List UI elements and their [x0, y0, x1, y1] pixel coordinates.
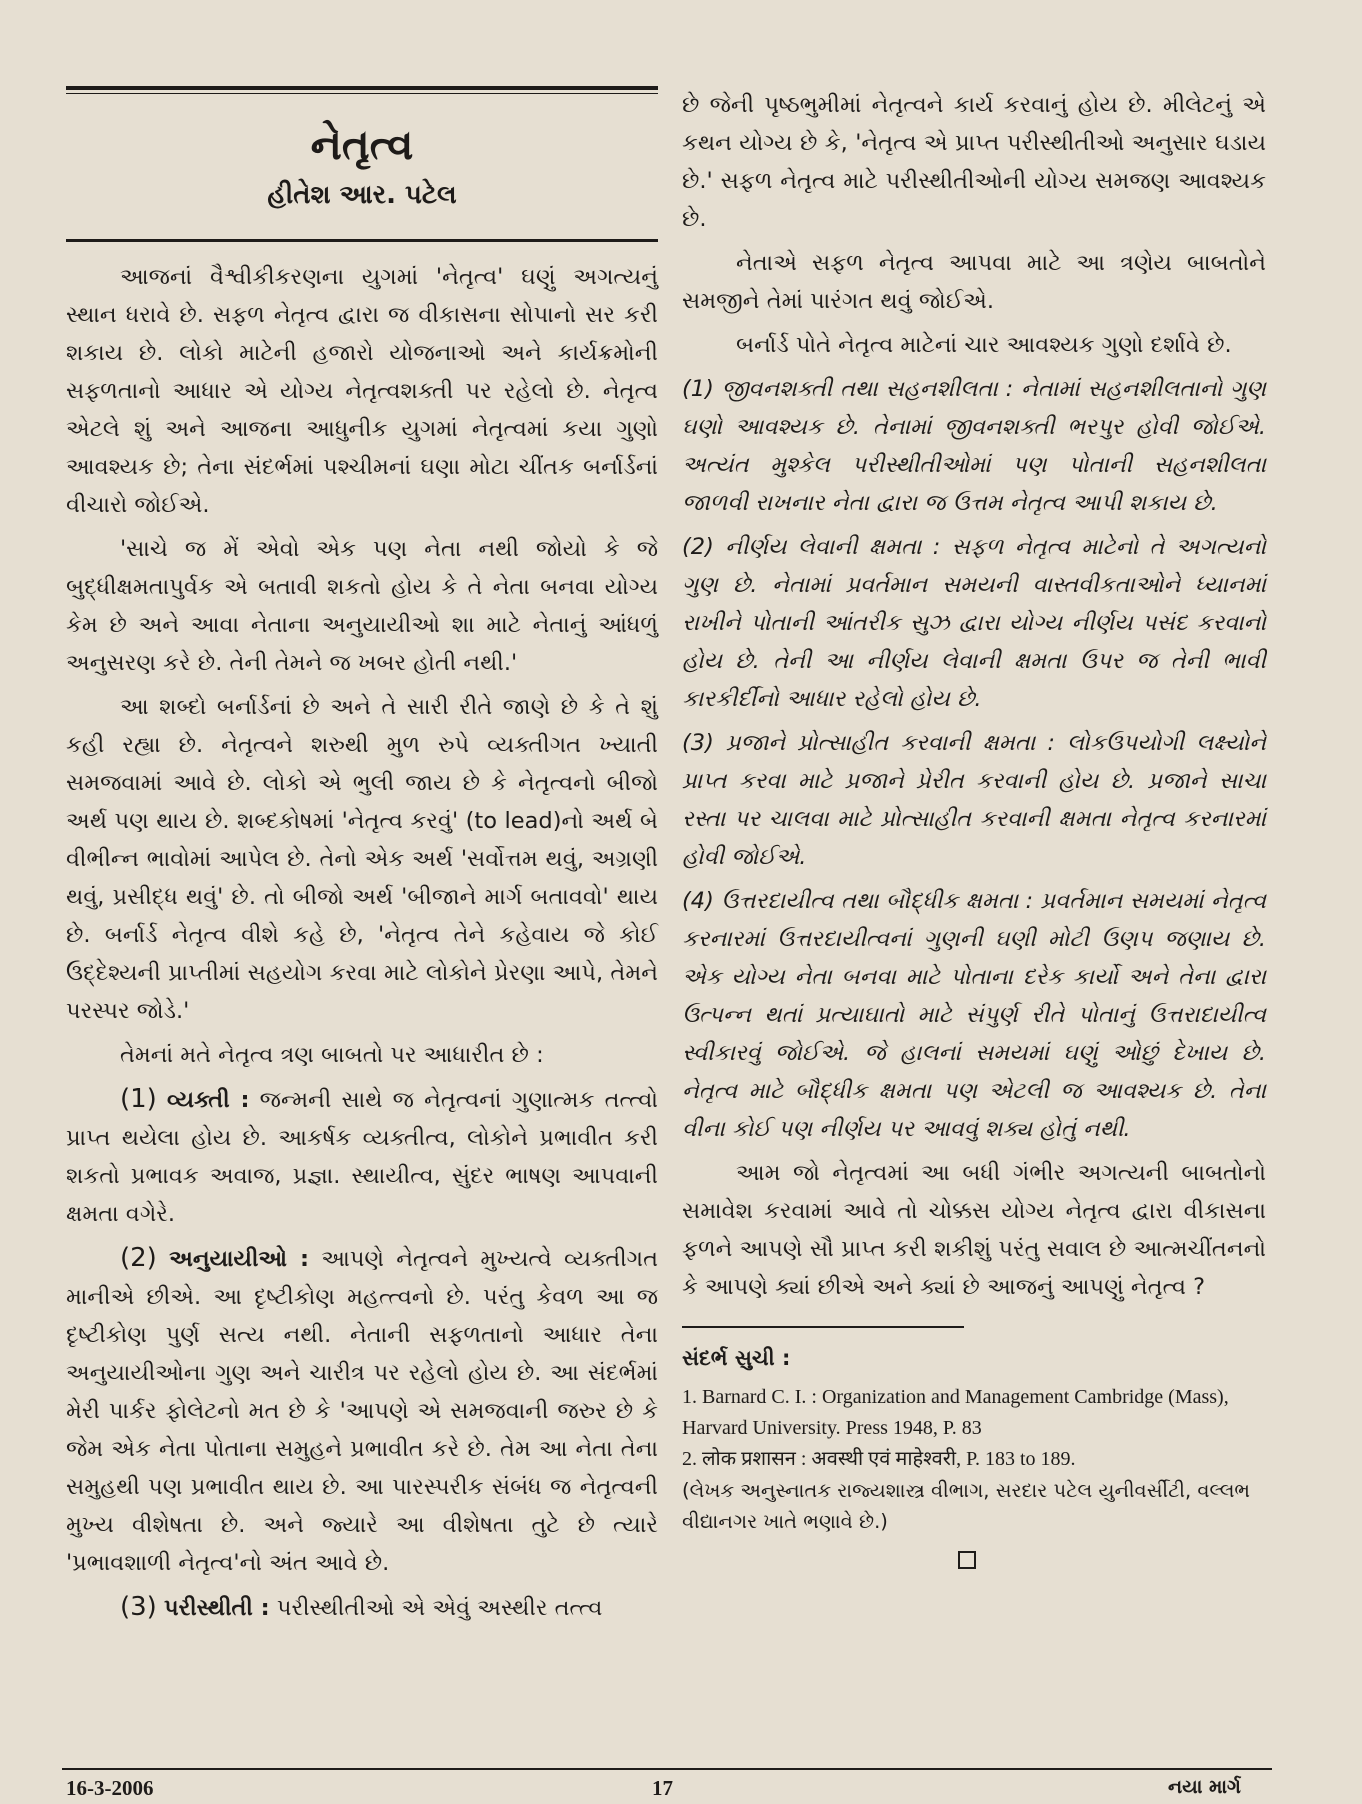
right-column: [682, 86, 1266, 1569]
references-divider: [682, 1326, 964, 1328]
factor-followers-paragraph: [66, 1239, 658, 1582]
quality-responsibility-paragraph: (4) ઉત્તરદાયીત્વ તથા બૌદ્ધીક ક્ષમતા : પ્રવર્તમાન સમયમાં નેતૃત્વ કરનારમાં ઉત્તરદાયીત્વનાં ગુણની ઘણી મોટી ઉણપ જણાય છે. એક યોગ્ય નેતા બનવા માટે પોતાના દરેક કાર્યો અને તેના દ્વારા ઉત્પન્ન થતાં પ્રત્યાઘાતો માટે સંપુર્ણ રીતે પોતાનું ઉત્તરાદાયીત્વ સ્વીકારવું જોઈએ. જે હાલનાં સમયમાં ઘણું ઓછું દેખાય છે. નેતૃત્વ માટે બૌદ્ધીક ક્ષમતા પણ એટલી જ આવશ્યક છે. તેના વીના કોઈ પણ નીર્ણય પર આવવું શક્ય હોતું નથી.: [682, 888, 1266, 1142]
reference-item: 2. लोक प्रशासन : अवस्थी एवं माहेश्वरी, P. 183 to 189.: [682, 1448, 1076, 1470]
end-mark-icon: [958, 1551, 976, 1569]
mastery-paragraph: નેતાએ સફળ નેતૃત્વ આપવા માટે આ ત્રણેય બાબતોને સમજીને તેમાં પારંગત થવું જોઈએ.: [682, 250, 1266, 314]
meaning-paragraph: આ શબ્દો બર્નાર્ડનાં છે અને તે સારી રીતે જાણે છે કે તે શું કહી રહ્યા છે. નેતૃત્વને શરુથી મુળ રુપે વ્યક્તીગત ખ્યાતી સમજવામાં આવે છે. લોકો એ ભુલી જાય છે કે નેતૃત્વનો બીજો અર્થ પણ થાય છે. શબ્દકોષમાં 'નેતૃત્વ કરવું' (to lead)નો અર્થ બે વીભીન્ન ભાવોમાં આપેલ છે. તેનો એક અર્થ 'સર્વોત્તમ થવું, અગ્રણી થવું, પ્રસીદ્ધ થવું' છે. તો બીજો અર્થ 'બીજાને માર્ગ બતાવવો' થાય છે. બર્નાર્ડ નેતૃત્વ વીશે કહે છે, 'નેતૃત્વ તેને કહેવાય જે કોઈ ઉદ્દેશ્યની પ્રાપ્તીમાં સહયોગ કરવા માટે લોકોને પ્રેરણા આપે, તેમને પરસ્પર જોડે.': [66, 694, 658, 1025]
article-title: નેતૃત્વ: [310, 120, 414, 169]
factor-followers-text: આપણે નેતૃત્વને મુખ્યત્વે વ્યક્તીગત માનીએ છીએ. આ દૃષ્ટીકોણ મહત્ત્વનો છે. પરંતુ કેવળ આ જ દૃષ્ટીકોણ પુર્ણ સત્ય નથી. નેતાની સફળતાનો આધાર તેના અનુયાયીઓના ગુણ અને ચારીત્ર પર રહેલો હોય છે. આ સંદર્ભમાં મેરી પાર્કર ફોલેટનો મત છે કે 'આપણે એ સમજવાની જરુર છે કે જેમ એક નેતા પોતાના સમુહને પ્રભાવીત કરે છે. તેમ આ નેતા તેના સમુહથી પણ પ્રભાવીત થાય છે. આ પારસ્પરીક સંબંધ જ નેતૃત્વની મુખ્ય વીશેષતા છે. અને જ્યારે આ વીશેષતા તુટે છે ત્યારે 'પ્રભાવશાળી નેતૃત્વ'નો અંત આવે છે.: [66, 1246, 658, 1577]
reference-item: 1. Barnard C. I. : Organization and Management Cambridge (Mass), Harvard University. Press 1948, P. 83: [682, 1386, 1229, 1439]
factor-person-text: જન્મની સાથે જ નેતૃત્વનાં ગુણાત્મક તત્ત્વો પ્રાપ્ત થયેલા હોય છે. આકર્ષક વ્યક્તીત્વ, લોકોને પ્રભાવીત કરી શકતો પ્રભાવક અવાજ, પ્રજ્ઞા. સ્થાયીત્વ, સુંદર ભાષણ આપવાની ક્ષમતા વગેરે.: [66, 1087, 658, 1228]
footer-rule: [62, 1768, 1272, 1770]
quality-vitality-paragraph: (1) જીવનશક્તી તથા સહનશીલતા : નેતામાં સહનશીલતાનો ગુણ ઘણો આવશ્યક છે. તેનામાં જીવનશક્તી ભરપુર હોવી જોઈએ. અત્યંત મુશ્કેલ પરીસ્થીતીઓમાં પણ પોતાની સહનશીલતા જાળવી રાખનાર નેતા દ્વારા જ ઉત્તમ નેતૃત્વ આપી શકાય છે.: [682, 376, 1266, 516]
header-rule-top: [66, 86, 658, 90]
conclusion-paragraph: આમ જો નેતૃત્વમાં આ બધી ગંભીર અગત્યની બાબતોનો સમાવેશ કરવામાં આવે તો ચોક્કસ યોગ્ય નેતૃત્વ દ્વારા વીકાસના ફળને આપણે સૌ પ્રાપ્ત કરી શકીશું પરંતુ સવાલ છે આત્મચીંતનનો કે આપણે ક્યાં છીએ અને ક્યાં છે આજનું આપણું નેતૃત્વ ?: [682, 1160, 1266, 1300]
situation-continued-paragraph: છે જેની પૃષ્ઠભુમીમાં નેતૃત્વને કાર્ય કરવાનું હોય છે. મીલેટનું એ કથન યોગ્ય છે કે, 'નેતૃત્વ એ પ્રાપ્ત પરીસ્થીતીઓ અનુસાર ઘડાય છે.' સફળ નેતૃત્વ માટે પરીસ્થીતીઓની યોગ્ય સમજણ આવશ્યક છે.: [682, 92, 1266, 232]
factor-person-paragraph: [66, 1080, 658, 1233]
factor-followers-heading: અનુયાયીઓ :: [169, 1246, 309, 1273]
factor-person-heading: વ્યક્તી :: [167, 1087, 250, 1114]
author-note: (લેખક અનુસ્નાતક રાજ્યશાસ્ત્ર વીભાગ, સરદાર પટેલ યુનીવર્સીટી, વલ્લભ વીદ્યાનગર ખાતે ભણાવે છે.): [682, 1479, 1251, 1533]
left-column: [66, 86, 658, 1633]
footer-date: 16-3-2006: [66, 1776, 154, 1800]
header-rule-bottom: [66, 239, 658, 242]
four-qualities-intro: બર્નાર્ડ પોતે નેતૃત્વ માટેનાં ચાર આવશ્યક ગુણો દર્શાવે છે.: [736, 332, 1232, 358]
factor-followers-number: (2): [120, 1243, 157, 1274]
factor-situation-number: (3): [120, 1592, 157, 1623]
bernard-quote-paragraph: 'સાચે જ મેં એવો એક પણ નેતા નથી જોયો કે જે બુદ્ધીક્ષમતાપુર્વક એ બતાવી શકતો હોય કે તે નેતા બનવા યોગ્ય કેમ છે અને આવા નેતાના અનુયાયીઓ શા માટે નેતાનું આંધળું અનુસરણ કરે છે. તેની તેમને જ ખબર હોતી નથી.': [66, 536, 658, 677]
magazine-name: નયા માર્ગ: [1168, 1776, 1241, 1798]
factor-person-number: (1): [120, 1084, 157, 1115]
header-rule-top-thin: [66, 93, 658, 94]
intro-paragraph: આજનાં વૈશ્વીકીકરણના યુગમાં 'નેતૃત્વ' ઘણું અગત્યનું સ્થાન ધરાવે છે. સફળ નેતૃત્વ દ્વારા જ વીકાસના સોપાનો સર કરી શકાય છે. લોકો માટેની હજારો યોજનાઓ અને કાર્યક્રમોની સફળતાનો આધાર એ યોગ્ય નેતૃત્વશક્તી પર રહેલો છે. નેતૃત્વ એટલે શું અને આજના આધુનીક યુગમાં નેતૃત્વમાં કયા ગુણો આવશ્યક છે; તેના સંદર્ભમાં પશ્ચીમનાં ઘણા મોટા ચીંતક બર્નાર્ડનાં વીચારો જોઈએ.: [66, 264, 658, 519]
quality-decision-paragraph: (2) નીર્ણય લેવાની ક્ષમતા : સફળ નેતૃત્વ માટેનો તે અગત્યનો ગુણ છે. નેતામાં પ્રવર્તમાન સમયની વાસ્તવીકતાઓને ધ્યાનમાં રાખીને પોતાની આંતરીક સુઝ દ્વારા યોગ્ય નીર્ણય પસંદ કરવાનો હોય છે. તેની આ નીર્ણય લેવાની ક્ષમતા ઉપર જ તેની ભાવી કારકીર્દીનો આધાર રહેલો હોય છે.: [682, 534, 1266, 712]
page-number: 17: [652, 1776, 673, 1800]
article-author: હીતેશ આર. પટેલ: [267, 180, 457, 211]
three-factors-intro: તેમનાં મતે નેતૃત્વ ત્રણ બાબતો પર આધારીત છે :: [120, 1042, 544, 1069]
factor-situation-heading: પરીસ્થીતી :: [164, 1595, 270, 1622]
factor-situation-paragraph: [66, 1588, 658, 1627]
quality-motivation-paragraph: (3) પ્રજાને પ્રોત્સાહીત કરવાની ક્ષમતા : લોકઉપયોગી લક્ષ્યોને પ્રાપ્ત કરવા માટે પ્રજાને પ્રેરીત કરવાની હોય છે. પ્રજાને સાચા રસ્તા પર ચાલવા માટે પ્રોત્સાહીત કરવાની ક્ષમતા નેતૃત્વ કરનારમાં હોવી જોઈએ.: [682, 730, 1266, 870]
references-heading: સંદર્ભ સુચી :: [682, 1346, 791, 1370]
factor-situation-text: પરીસ્થીતીઓ એ એવું અસ્થીર તત્ત્વ: [269, 1595, 603, 1622]
